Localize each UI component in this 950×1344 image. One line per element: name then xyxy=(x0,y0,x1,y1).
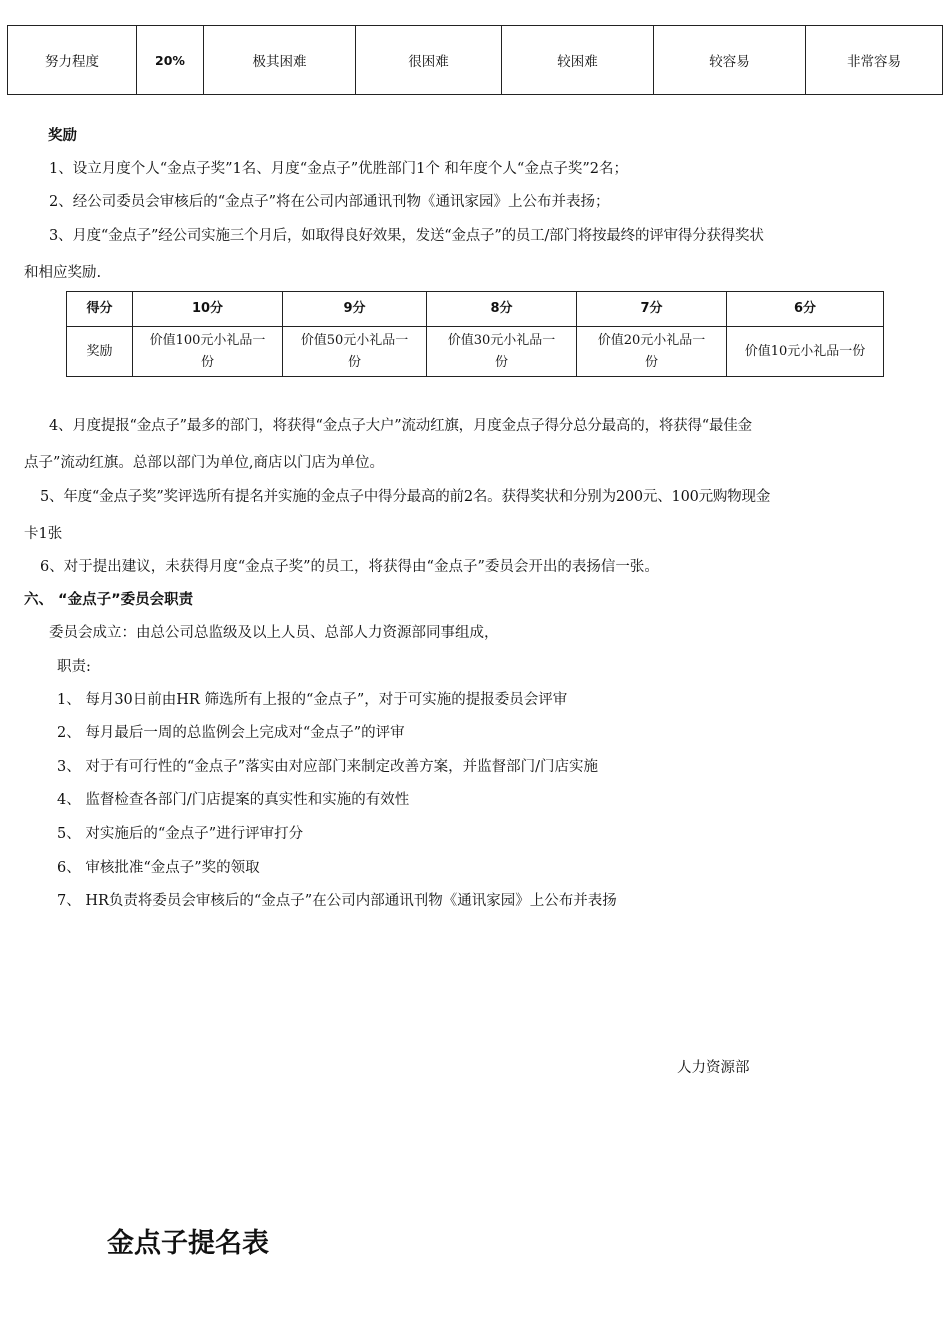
duties-label: 职责: xyxy=(57,659,91,675)
committee-heading: 六、 “金点子”委员会职责 xyxy=(24,592,194,608)
duty-item: 3、 对于有可行性的“金点子”落实由对应部门来制定改善方案，并监督部门/门店实施 xyxy=(57,759,599,775)
reward-cell-line: 价值10元小礼品一份 xyxy=(744,343,866,359)
more-reward-item: 4、月度提报“金点子”最多的部门，将获得“金点子大户”流动红旗，月度金点子得分总分最高的，将获得“最佳金 xyxy=(49,418,752,434)
score-header-cell: 10分 xyxy=(133,292,283,327)
duty-item: 7、 HR负责将委员会审核后的“金点子”在公司内部通讯刊物《通讯家园》上公布并表扬 xyxy=(57,893,617,909)
reward-cell xyxy=(427,327,577,377)
duty-item: 1、 每月30日前由HR 筛选所有上报的“金点子”，对于可实施的提报委员会评审 xyxy=(57,692,568,708)
reward-heading: 奖励 xyxy=(48,128,77,144)
reward-cell-line: 价值20元小礼品一 xyxy=(597,332,706,348)
reward-cell xyxy=(727,327,884,377)
reward-cell-line: 份 xyxy=(644,354,658,370)
committee-formed: 委员会成立：由总公司总监级及以上人员、总部人力资源部同事组成， xyxy=(49,625,499,641)
duty-item: 2、 每月最后一周的总监例会上完成对“金点子”的评审 xyxy=(57,725,405,741)
effort-level: 很困难 xyxy=(356,26,502,95)
signature-dept: 人力资源部 xyxy=(677,1060,750,1076)
duty-item: 4、 监督检查各部门/门店提案的真实性和实施的有效性 xyxy=(57,792,410,808)
reward-cell-line: 份 xyxy=(347,354,361,370)
effort-level: 较容易 xyxy=(654,26,806,95)
effort-level: 非常容易 xyxy=(806,26,943,95)
effort-level: 极其困难 xyxy=(204,26,356,95)
duty-item: 6、 审核批准“金点子”奖的领取 xyxy=(57,860,260,876)
reward-cell-line: 价值30元小礼品一 xyxy=(447,332,556,348)
score-header-cell: 9分 xyxy=(283,292,427,327)
score-header-cell: 6分 xyxy=(727,292,884,327)
reward-item: 1、设立月度个人“金点子奖”1名、月度“金点子”优胜部门1个 和年度个人“金点子奖”2名； xyxy=(49,161,628,177)
score-reward-table xyxy=(66,291,884,377)
reward-cell-line: 价值100元小礼品一 xyxy=(149,332,266,348)
reward-item-cont: 和相应奖励. xyxy=(24,265,102,281)
reward-cell xyxy=(577,327,727,377)
reward-cell xyxy=(133,327,283,377)
reward-cell-line: 份 xyxy=(494,354,508,370)
reward-item: 3、月度“金点子”经公司实施三个月后，如取得良好效果，发送“金点子”的员工/部门将按最终的评审得分获得奖状 xyxy=(49,228,764,244)
effort-level: 较困难 xyxy=(502,26,654,95)
reward-cell-line: 份 xyxy=(200,354,214,370)
reward-item: 2、经公司委员会审核后的“金点子”将在公司内部通讯刊物《通讯家园》上公布并表扬； xyxy=(49,194,610,210)
effort-label: 努力程度 xyxy=(8,26,137,95)
effort-weight: 20% xyxy=(137,26,204,95)
score-header-cell: 7分 xyxy=(577,292,727,327)
reward-cell xyxy=(283,327,427,377)
more-reward-item: 5、年度“金点子奖”奖评选所有提名并实施的金点子中得分最高的前2名。获得奖状和分别为200元、100元购物现金 xyxy=(40,489,771,505)
more-reward-item-cont: 点子”流动红旗。总部以部门为单位,商店以门店为单位。 xyxy=(24,455,385,471)
score-reward-row xyxy=(67,327,884,377)
score-header-cell: 8分 xyxy=(427,292,577,327)
reward-cell-line: 价值50元小礼品一 xyxy=(300,332,409,348)
more-reward-item-cont: 卡1张 xyxy=(24,526,63,542)
score-header-row xyxy=(67,292,884,327)
more-reward-item: 6、对于提出建议，未获得月度“金点子奖”的员工，将获得由“金点子”委员会开出的表扬信一张。 xyxy=(40,559,659,575)
effort-table xyxy=(7,25,943,95)
form-title: 金点子提名表 xyxy=(107,1228,269,1259)
effort-row xyxy=(8,26,943,95)
score-header-cell: 得分 xyxy=(67,292,133,327)
reward-row-label: 奖励 xyxy=(67,327,133,377)
duty-item: 5、 对实施后的“金点子”进行评审打分 xyxy=(57,826,304,842)
